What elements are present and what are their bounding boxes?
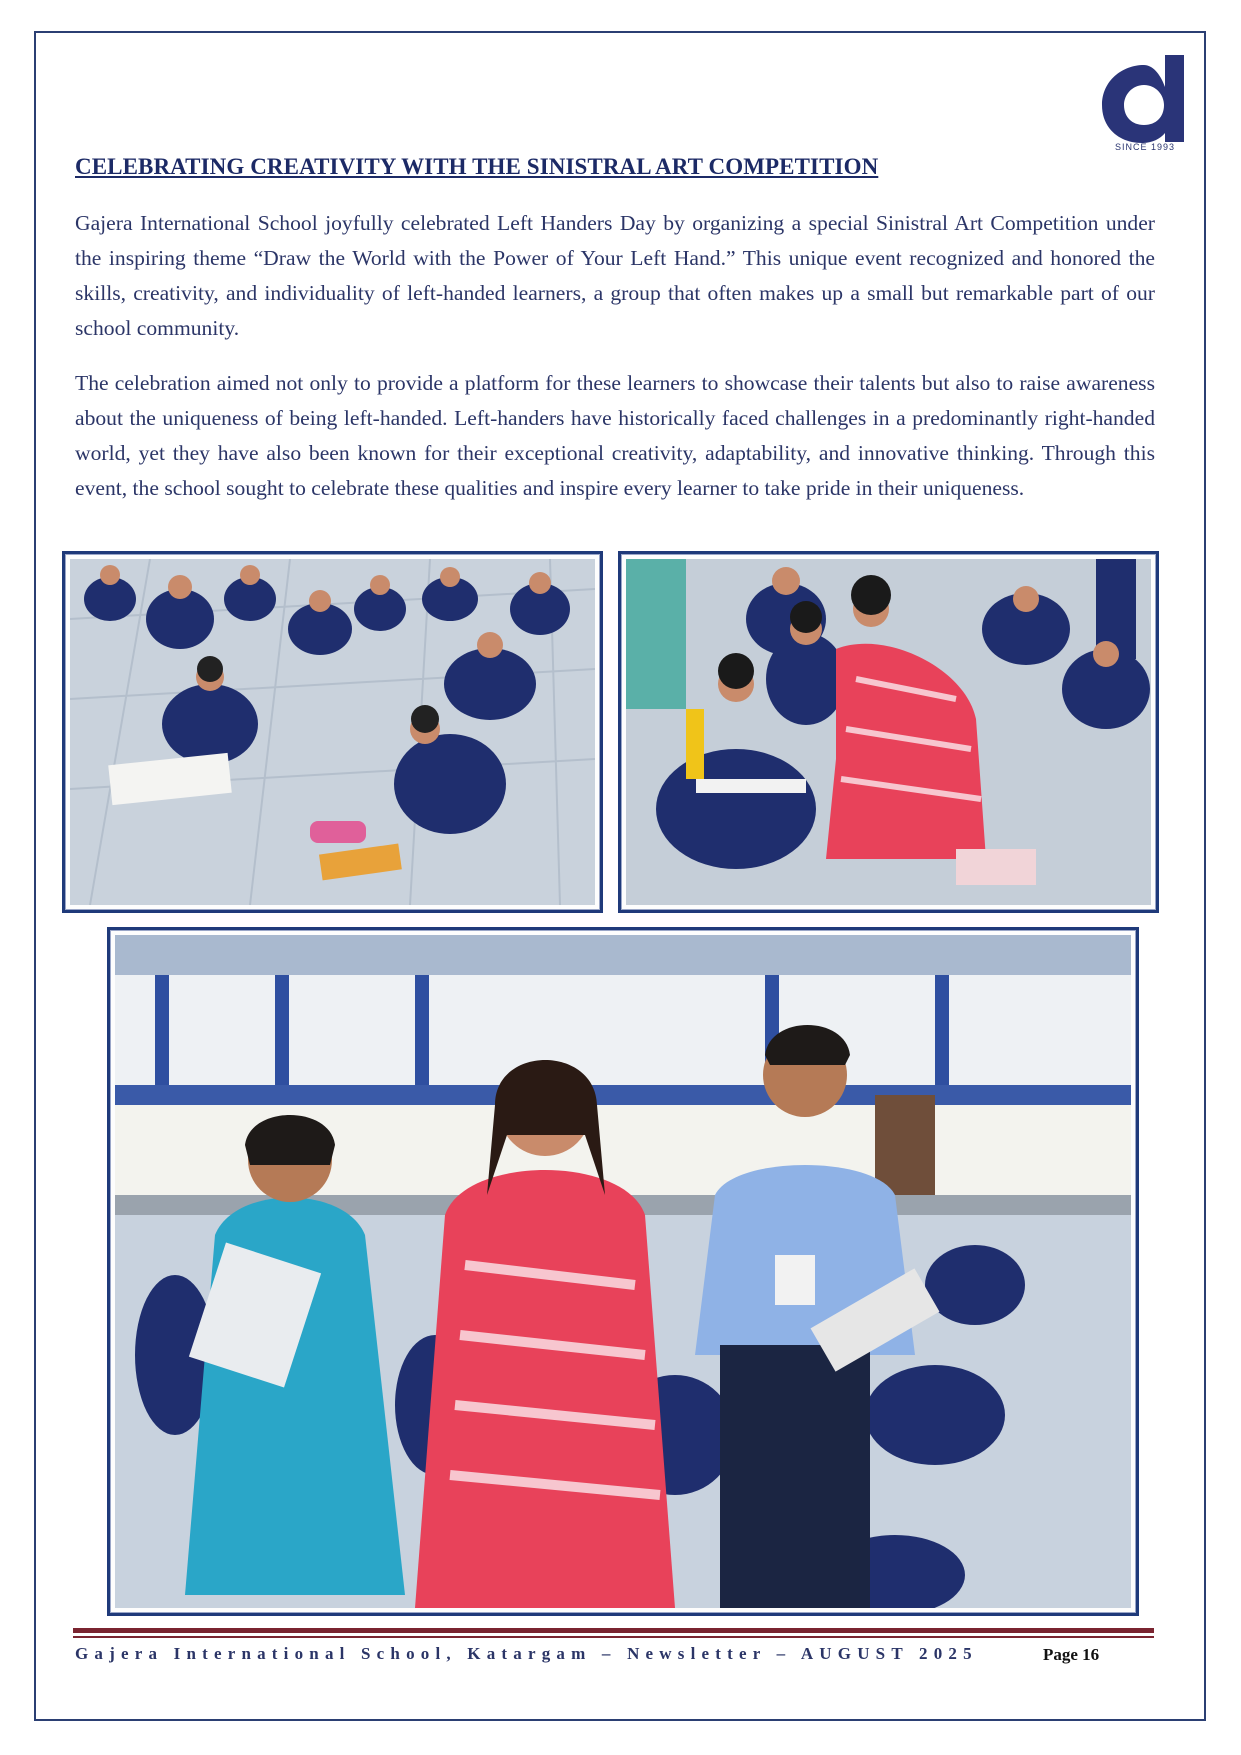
- article-title: CELEBRATING CREATIVITY WITH THE SINISTRAL ART COMPETITION: [75, 154, 879, 179]
- page-number: Page 16: [1043, 1645, 1100, 1664]
- logo-since-text: SINCE 1993: [1114, 142, 1176, 152]
- footer-rule-thin: [73, 1636, 1154, 1638]
- footer-rule-thick: [73, 1628, 1154, 1633]
- article-paragraph-2: The celebration aimed not only to provide a platform for these learners to showcase their talents but also to raise awareness about the uniqueness of being left-handed. Left-handers have historically faced challenges in a predominantly right-handed world, yet they have also been known for their exceptional creativity, adaptability, and innovative thinking. Through this event, the school sought to celebrate these qualities and inspire every learner to take pride in their uniqueness.: [75, 371, 1155, 500]
- article-paragraph-1: Gajera International School joyfully celebrated Left Handers Day by organizing a special Sinistral Art Competition under the inspiring theme “Draw the World with the Power of Your Left Hand.” This unique event recognized and honored the skills, creativity, and individuality of left-handed learners, a group that often makes up a small but remarkable part of our school community.: [75, 211, 1155, 340]
- photo-teacher-guiding: [618, 551, 1159, 913]
- photo-staff-members: [107, 927, 1139, 1616]
- footer-text: Gajera International School, Katargam – Newsletter – AUGUST 2025: [75, 1644, 978, 1663]
- photo-students-drawing: [62, 551, 603, 913]
